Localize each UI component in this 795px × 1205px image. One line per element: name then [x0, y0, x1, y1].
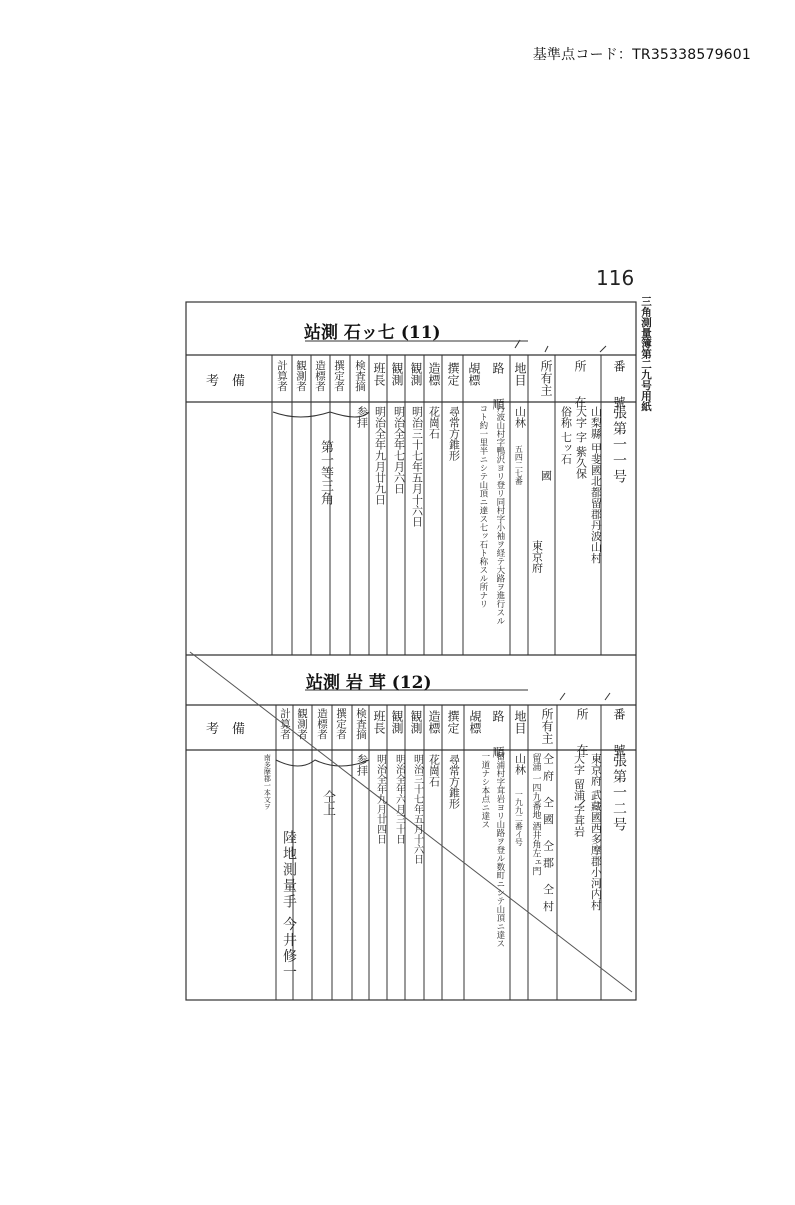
header-selector: 撰定者: [333, 360, 345, 392]
value-construction-date: 明治全年六月三十日: [393, 754, 405, 844]
value-construction-date: 明治全年七月六日: [392, 406, 406, 494]
header-route: 路 順: [491, 362, 505, 416]
header-route: 路 順: [491, 710, 505, 764]
value-route-1: 留浦村字茸岩ヨリ山路ヲ登ル数町ニシテ山頂ニ達ス: [494, 752, 505, 948]
value-location-1: 山梨縣 甲斐國北都留郡丹波山村: [589, 406, 603, 564]
handwritten-staff: 仝上: [320, 790, 335, 816]
value-route-1: 丹波山村字鴨沢ヨリ登リ同村字小袖ヲ経テ大路ヲ進行スル: [494, 404, 505, 625]
value-location-2: 大字 字 紫久保: [574, 406, 588, 479]
header-location: 所 在: [575, 708, 589, 762]
value-location-2: 大字 留浦 字茸岩: [572, 753, 586, 837]
value-route-2: 一道ナシ本点ニ達ス: [479, 752, 490, 829]
value-owner: 仝府 仝國 仝郡 仝村: [541, 753, 555, 918]
header-owner: 所有主: [540, 708, 554, 744]
header-selector: 撰定者: [335, 708, 347, 740]
page-number: 116: [596, 266, 635, 290]
section-1-columns: [272, 355, 601, 655]
header-owner: 所有主: [539, 360, 553, 396]
value-land-number: 一九九二番イ号: [514, 790, 524, 846]
value-number: 張第一二号: [611, 753, 627, 833]
surveyor-signature: 陸地測量手 今井修一: [281, 830, 297, 981]
header-inspection: 検査摘: [355, 708, 367, 740]
value-selection-date: 明治三十七年五月十六日: [410, 406, 424, 527]
header-observation: 観測: [390, 710, 404, 734]
value-owner-2: 東京府: [530, 540, 544, 573]
station-title: 站測 岩 茸 (12): [306, 673, 432, 693]
header-remarks: 考 備: [206, 374, 246, 389]
header-team-leader: 班長: [372, 362, 386, 386]
header-team-leader: 班長: [372, 710, 386, 734]
header-construction-date: 造標: [427, 710, 441, 734]
header-selection-date: 撰定: [446, 362, 460, 386]
header-calculator: 計算者: [276, 360, 288, 392]
header-location: 所 在: [573, 360, 587, 414]
header-observation-date: 観測: [409, 710, 423, 734]
station-title: 站測 石ッ七 (11): [304, 323, 441, 343]
header-selection-date: 撰定: [446, 710, 460, 734]
value-owner: 國: [539, 470, 553, 481]
value-observation-method: 参拝: [355, 406, 369, 428]
value-route-2: コト約一里半ニシテ山頂ニ達ス七ッ石ト称スル所ナリ: [477, 404, 488, 608]
value-owner-2: 留浦 一四九番地 酒井角左ェ門: [530, 753, 541, 876]
value-location-3: 俗称 七ッ石: [559, 406, 573, 465]
header-builder: 造標者: [316, 708, 328, 740]
value-observation-date: 明治全年九月廿四日: [374, 754, 386, 844]
header-inspection: 検査摘: [354, 360, 366, 392]
value-location-1: 東京府 武藏國西多摩郡小河内村: [589, 753, 603, 911]
header-land-category: 地目: [513, 362, 527, 386]
value-signal: 尋常方錐形: [447, 754, 461, 809]
remark-note: 南多摩郡一本文ヲ: [263, 754, 272, 810]
header-number: 番 號: [612, 708, 626, 762]
value-observation-method: 参拝: [355, 754, 369, 776]
value-land-category: 山林: [513, 406, 527, 428]
value-marker-stone: 花崗石: [427, 754, 441, 787]
value-number: 張第一一号: [611, 405, 627, 485]
header-signal: 覘標: [467, 362, 481, 386]
value-marker-stone: 花崗石: [427, 406, 441, 439]
header-remarks: 考 備: [206, 722, 246, 737]
value-land-number: 五四二七番: [514, 445, 524, 485]
header-observer: 観測者: [295, 360, 307, 392]
header-number: 番 號: [612, 360, 626, 414]
value-selection-date: 明治三十七年五月十六日: [411, 754, 423, 864]
header-land-category: 地目: [513, 710, 527, 734]
header-builder: 造標者: [314, 360, 326, 392]
header-observation-date: 観測: [409, 362, 423, 386]
value-land-category: 山林: [513, 753, 527, 775]
reference-point-code: 基準点コード：TR35338579601: [532, 47, 751, 63]
value-signal: 尋常方錐形: [447, 406, 461, 461]
form-side-note: 三角測量簿第二九号用紙: [640, 296, 652, 412]
header-observer: 観測者: [296, 708, 308, 740]
handwritten-staff: 第一等三角: [318, 440, 333, 505]
header-calculator: 計算者: [279, 708, 291, 740]
header-construction-date: 造標: [427, 362, 441, 386]
value-observation-date: 明治全年九月廿九日: [373, 406, 387, 505]
header-signal: 覘標: [468, 710, 482, 734]
header-observation: 観測: [390, 362, 404, 386]
